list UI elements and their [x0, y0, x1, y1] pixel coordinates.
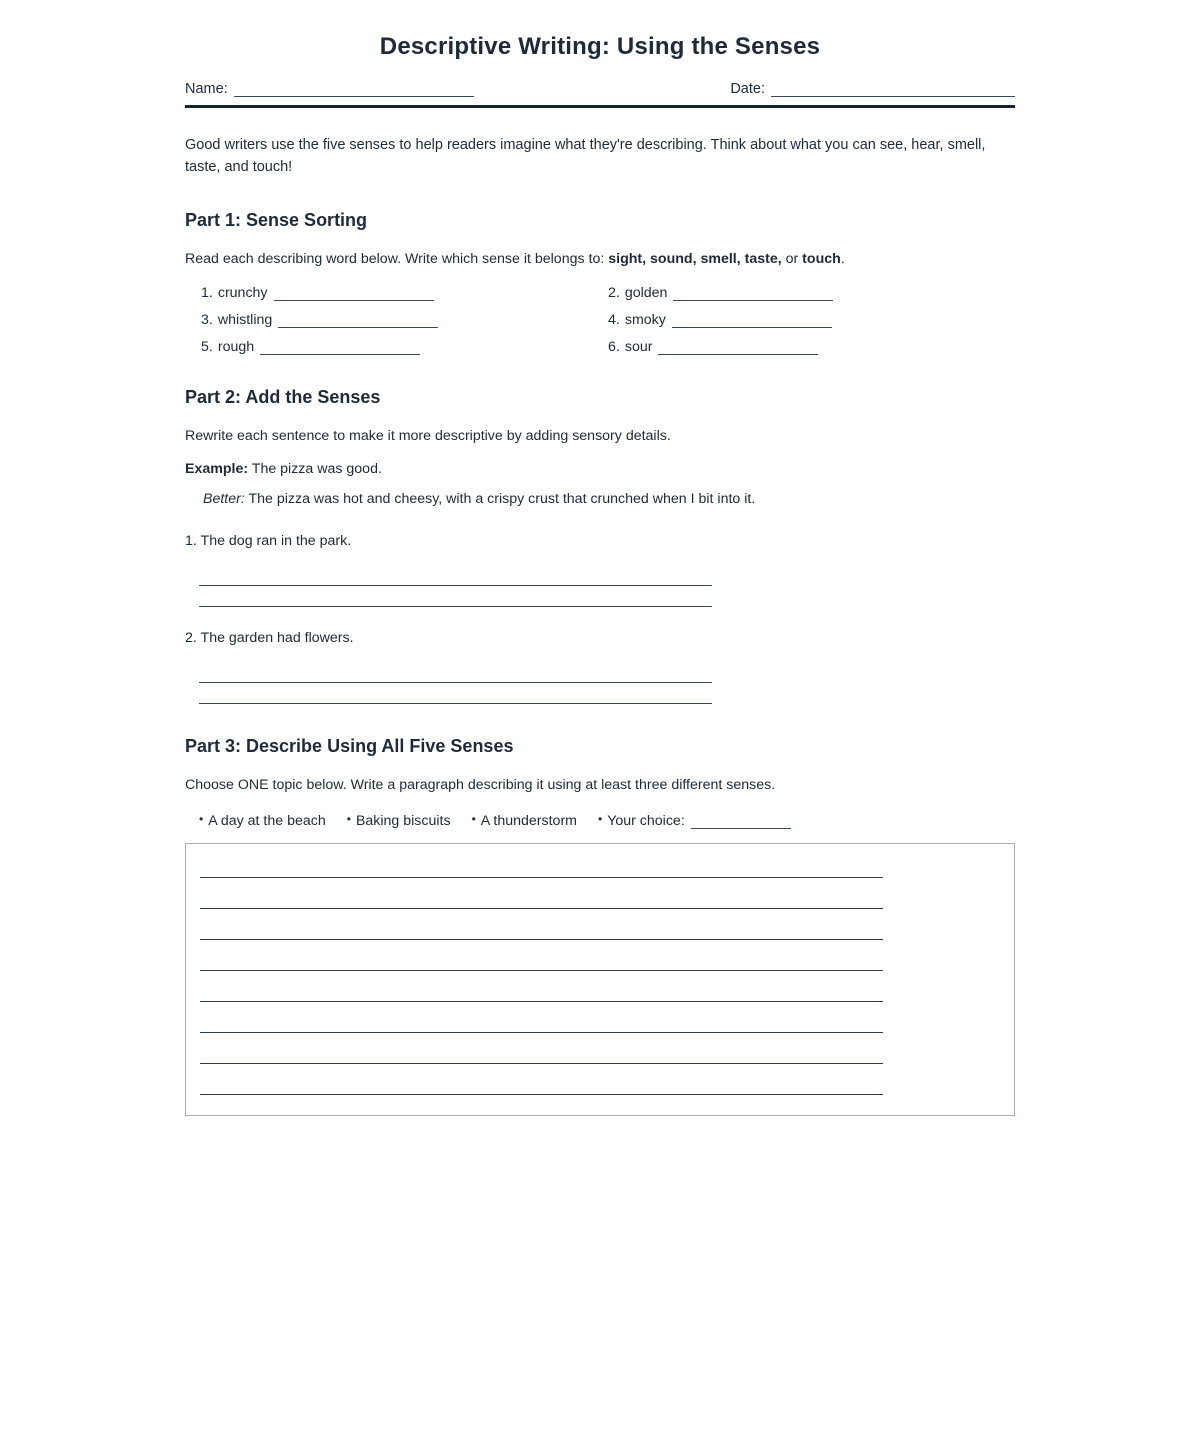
sort-item-5: [201, 339, 608, 355]
writing-line: [200, 1064, 883, 1095]
item-number: 2.: [185, 630, 197, 646]
rewrite-sentence: [185, 533, 1015, 549]
writing-line: [199, 565, 712, 586]
part1-instruction: [185, 249, 1015, 270]
part1-period: .: [840, 251, 845, 267]
example-label: Example:: [185, 461, 249, 477]
part1-or-text: or: [781, 251, 803, 267]
answer-blank-line: [673, 286, 833, 301]
item-word: golden: [624, 285, 668, 301]
writing-line: [200, 847, 883, 878]
part1-touch-bold: touch: [802, 251, 841, 267]
example-line: [185, 459, 1015, 480]
writing-line: [199, 586, 712, 607]
sort-item-2: [608, 285, 1015, 301]
item-number: 4.: [608, 312, 620, 328]
better-label: Better:: [203, 491, 245, 507]
writing-line: [199, 683, 712, 704]
item-word: crunchy: [217, 285, 268, 301]
item-number: 6.: [608, 339, 620, 355]
name-date-row: [185, 81, 1015, 97]
better-line: [185, 489, 1015, 510]
name-label: Name:: [185, 81, 228, 97]
item-word: rough: [217, 339, 255, 355]
topic-your-choice: [598, 810, 791, 829]
topic-label: A thunderstorm: [480, 813, 577, 829]
your-choice-label: Your choice:: [607, 813, 685, 829]
item-word: smoky: [624, 312, 666, 328]
answer-blank-line: [260, 340, 420, 355]
date-blank-line: [771, 82, 1015, 97]
worksheet-page: [0, 33, 1200, 1116]
writing-line: [200, 940, 883, 971]
part3-heading: Part 3: Describe Using All Five Senses: [185, 736, 514, 756]
item-number: 5.: [201, 339, 213, 355]
sort-item-3: [201, 312, 608, 328]
writing-line: [200, 971, 883, 1002]
paragraph-answer-box: [185, 843, 1015, 1116]
bullet-icon: •: [598, 812, 603, 826]
topics-row: [185, 810, 1015, 829]
name-field-group: [185, 81, 474, 97]
topic-label: A day at the beach: [208, 813, 326, 829]
bullet-icon: •: [199, 812, 204, 826]
topic-thunderstorm: [472, 810, 577, 829]
topic-biscuits: [347, 810, 451, 829]
date-field-group: [730, 81, 1015, 97]
rewrite-item-2: [185, 630, 1015, 704]
writing-line: [200, 909, 883, 940]
answer-blank-line: [278, 313, 438, 328]
intro-paragraph: Good writers use the five senses to help readers imagine what they're describing. Think about what you can see, hear, smell, taste, and touch!: [185, 137, 986, 175]
part2-heading: Part 2: Add the Senses: [185, 387, 381, 407]
item-sentence: The garden had flowers.: [200, 630, 354, 646]
sort-item-4: [608, 312, 1015, 328]
item-number: 1.: [201, 285, 213, 301]
writing-line: [200, 878, 883, 909]
item-number: 1.: [185, 533, 197, 549]
part1-senses-bold: sight, sound, smell, taste,: [608, 251, 782, 267]
item-word: whistling: [217, 312, 273, 328]
answer-blank-line: [274, 286, 434, 301]
item-sentence: The dog ran in the park.: [200, 533, 352, 549]
answer-blank-line: [658, 340, 818, 355]
part1-heading: Part 1: Sense Sorting: [185, 210, 368, 230]
your-choice-blank-line: [691, 814, 791, 829]
part1-instruction-prefix: Read each describing word below. Write which sense it belongs to:: [185, 251, 609, 267]
sort-item-1: [201, 285, 608, 301]
topic-beach: [199, 810, 326, 829]
sense-sorting-grid: [185, 285, 1015, 355]
topic-label: Baking biscuits: [355, 813, 451, 829]
item-number: 3.: [201, 312, 213, 328]
rewrite-sentence: [185, 630, 1015, 646]
bullet-icon: •: [346, 812, 351, 826]
page-title: Descriptive Writing: Using the Senses: [379, 33, 821, 60]
item-number: 2.: [608, 285, 620, 301]
rewrite-item-1: [185, 533, 1015, 607]
header-divider: [185, 105, 1015, 108]
better-text: The pizza was hot and cheesy, with a crispy crust that crunched when I bit into it.: [244, 491, 756, 507]
writing-line: [200, 1002, 883, 1033]
part2-instruction: Rewrite each sentence to make it more descriptive by adding sensory details.: [185, 428, 671, 444]
bullet-icon: •: [471, 812, 476, 826]
writing-line: [199, 662, 712, 683]
date-label: Date:: [730, 81, 765, 97]
name-blank-line: [234, 82, 474, 97]
sort-item-6: [608, 339, 1015, 355]
example-text: The pizza was good.: [248, 461, 382, 477]
part3-instruction: Choose ONE topic below. Write a paragraph describing it using at least three different senses.: [185, 777, 776, 793]
item-word: sour: [624, 339, 653, 355]
writing-line: [200, 1033, 883, 1064]
answer-blank-line: [672, 313, 832, 328]
